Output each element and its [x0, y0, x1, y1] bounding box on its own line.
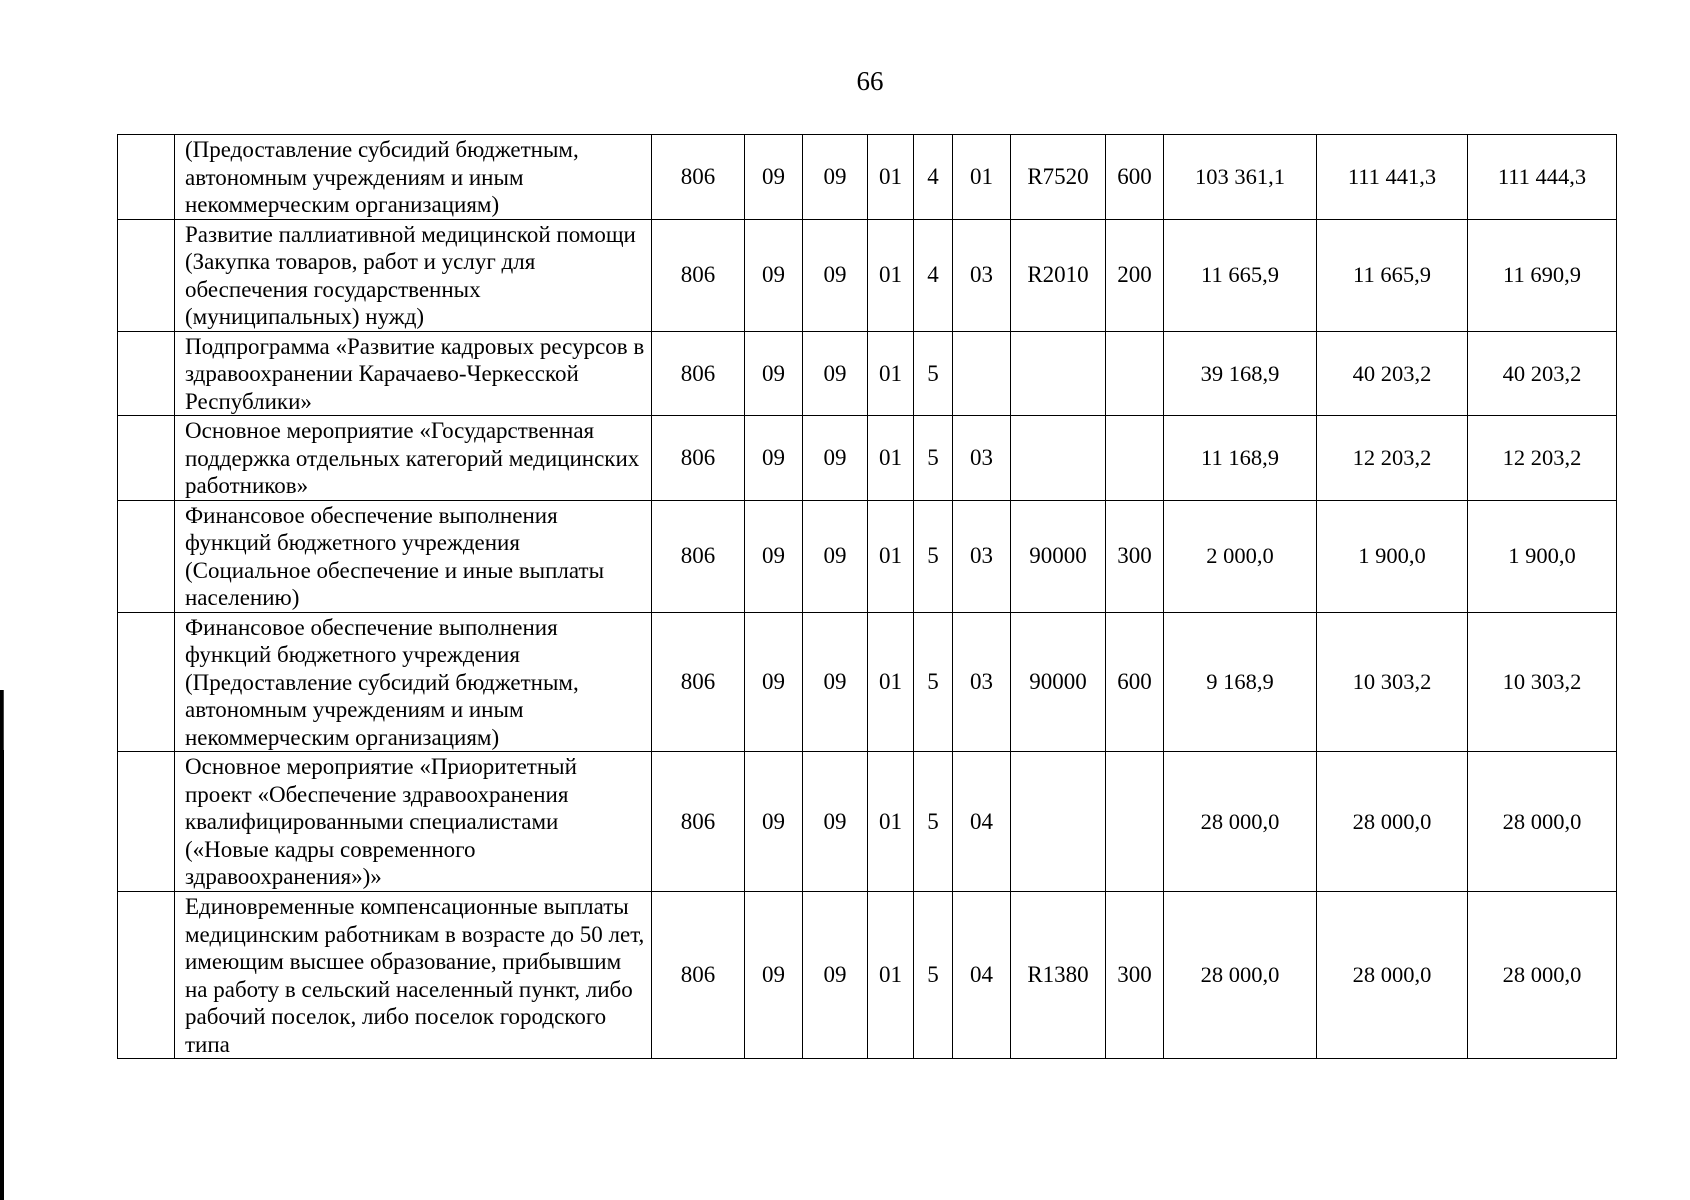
amount-year3-cell: 40 203,2 [1468, 331, 1617, 416]
program-code-cell: 01 [868, 752, 914, 892]
event-code-cell: 04 [953, 752, 1011, 892]
table-row [118, 219, 1617, 331]
event-code-cell: 03 [953, 416, 1011, 501]
item-name-cell: Основное мероприятие «Приоритетный проект «Обеспечение здравоохранения квалифицированными специалистами («Новые кадры современного здравоохранения»)» [175, 752, 652, 892]
subsection-code-cell: 09 [803, 892, 868, 1059]
amount-year1-cell: 11 168,9 [1164, 416, 1317, 501]
row-number-cell [118, 416, 175, 501]
amount-year1-cell: 28 000,0 [1164, 752, 1317, 892]
subsection-code-cell: 09 [803, 416, 868, 501]
direction-code-cell [1011, 331, 1106, 416]
event-code-cell [953, 331, 1011, 416]
amount-year1-cell: 28 000,0 [1164, 892, 1317, 1059]
section-code-cell: 09 [745, 892, 803, 1059]
budget-table [117, 134, 1617, 1059]
amount-year3-cell: 12 203,2 [1468, 416, 1617, 501]
section-code-cell: 09 [745, 135, 803, 220]
ministry-code-cell: 806 [652, 612, 745, 752]
expense-type-cell: 300 [1106, 892, 1164, 1059]
amount-year2-cell: 40 203,2 [1317, 331, 1468, 416]
expense-type-cell: 600 [1106, 135, 1164, 220]
table-row [118, 331, 1617, 416]
ministry-code-cell: 806 [652, 416, 745, 501]
item-name-cell: Финансовое обеспечение выполнения функций бюджетного учреждения (Социальное обеспечение и иные выплаты населению) [175, 500, 652, 612]
event-code-cell: 03 [953, 612, 1011, 752]
section-code-cell: 09 [745, 331, 803, 416]
subsection-code-cell: 09 [803, 219, 868, 331]
amount-year3-cell: 1 900,0 [1468, 500, 1617, 612]
ministry-code-cell: 806 [652, 892, 745, 1059]
amount-year3-cell: 28 000,0 [1468, 892, 1617, 1059]
row-number-cell [118, 612, 175, 752]
subsection-code-cell: 09 [803, 331, 868, 416]
subprogram-code-cell: 5 [914, 612, 953, 752]
item-name-cell: Подпрограмма «Развитие кадровых ресурсов в здравоохранении Карачаево-Черкесской Республики» [175, 331, 652, 416]
amount-year2-cell: 12 203,2 [1317, 416, 1468, 501]
program-code-cell: 01 [868, 331, 914, 416]
event-code-cell: 03 [953, 500, 1011, 612]
program-code-cell: 01 [868, 219, 914, 331]
subprogram-code-cell: 5 [914, 892, 953, 1059]
direction-code-cell: 90000 [1011, 500, 1106, 612]
item-name-cell: Единовременные компенсационные выплаты медицинским работникам в возрасте до 50 лет, имеющим высшее образование, прибывшим на работу в сельский населенный пункт, либо рабочий поселок, либо поселок городского типа [175, 892, 652, 1059]
direction-code-cell: R7520 [1011, 135, 1106, 220]
subsection-code-cell: 09 [803, 500, 868, 612]
item-name-cell: Основное мероприятие «Государственная поддержка отдельных категорий медицинских работников» [175, 416, 652, 501]
program-code-cell: 01 [868, 135, 914, 220]
section-code-cell: 09 [745, 219, 803, 331]
amount-year1-cell: 103 361,1 [1164, 135, 1317, 220]
table-row [118, 752, 1617, 892]
expense-type-cell: 600 [1106, 612, 1164, 752]
scan-edge-mark [0, 690, 4, 1200]
program-code-cell: 01 [868, 416, 914, 501]
row-number-cell [118, 500, 175, 612]
expense-type-cell [1106, 416, 1164, 501]
amount-year2-cell: 111 441,3 [1317, 135, 1468, 220]
section-code-cell: 09 [745, 416, 803, 501]
row-number-cell [118, 219, 175, 331]
row-number-cell [118, 752, 175, 892]
direction-code-cell [1011, 752, 1106, 892]
program-code-cell: 01 [868, 892, 914, 1059]
subsection-code-cell: 09 [803, 752, 868, 892]
table-row [118, 135, 1617, 220]
subprogram-code-cell: 4 [914, 135, 953, 220]
row-number-cell [118, 135, 175, 220]
amount-year3-cell: 11 690,9 [1468, 219, 1617, 331]
subsection-code-cell: 09 [803, 135, 868, 220]
amount-year2-cell: 1 900,0 [1317, 500, 1468, 612]
direction-code-cell: 90000 [1011, 612, 1106, 752]
amount-year3-cell: 28 000,0 [1468, 752, 1617, 892]
item-name-cell: Финансовое обеспечение выполнения функций бюджетного учреждения (Предоставление субсидий бюджетным, автономным учреждениям и иным некоммерческим организациям) [175, 612, 652, 752]
expense-type-cell: 300 [1106, 500, 1164, 612]
event-code-cell: 03 [953, 219, 1011, 331]
row-number-cell [118, 331, 175, 416]
section-code-cell: 09 [745, 612, 803, 752]
budget-table-body [118, 135, 1617, 1059]
item-name-cell: (Предоставление субсидий бюджетным, автономным учреждениям и иным некоммерческим организациям) [175, 135, 652, 220]
amount-year1-cell: 2 000,0 [1164, 500, 1317, 612]
ministry-code-cell: 806 [652, 219, 745, 331]
section-code-cell: 09 [745, 500, 803, 612]
amount-year3-cell: 10 303,2 [1468, 612, 1617, 752]
amount-year2-cell: 10 303,2 [1317, 612, 1468, 752]
ministry-code-cell: 806 [652, 331, 745, 416]
table-row [118, 612, 1617, 752]
amount-year1-cell: 9 168,9 [1164, 612, 1317, 752]
subsection-code-cell: 09 [803, 612, 868, 752]
row-number-cell [118, 892, 175, 1059]
subprogram-code-cell: 4 [914, 219, 953, 331]
amount-year1-cell: 39 168,9 [1164, 331, 1317, 416]
scan-edge-line [3, 690, 4, 750]
amount-year3-cell: 111 444,3 [1468, 135, 1617, 220]
table-row [118, 416, 1617, 501]
direction-code-cell [1011, 416, 1106, 501]
expense-type-cell: 200 [1106, 219, 1164, 331]
amount-year2-cell: 28 000,0 [1317, 752, 1468, 892]
ministry-code-cell: 806 [652, 752, 745, 892]
event-code-cell: 01 [953, 135, 1011, 220]
expense-type-cell [1106, 752, 1164, 892]
section-code-cell: 09 [745, 752, 803, 892]
amount-year2-cell: 28 000,0 [1317, 892, 1468, 1059]
subprogram-code-cell: 5 [914, 331, 953, 416]
ministry-code-cell: 806 [652, 500, 745, 612]
subprogram-code-cell: 5 [914, 416, 953, 501]
table-row [118, 892, 1617, 1059]
direction-code-cell: R2010 [1011, 219, 1106, 331]
table-row [118, 500, 1617, 612]
program-code-cell: 01 [868, 612, 914, 752]
subprogram-code-cell: 5 [914, 752, 953, 892]
program-code-cell: 01 [868, 500, 914, 612]
expense-type-cell [1106, 331, 1164, 416]
ministry-code-cell: 806 [652, 135, 745, 220]
item-name-cell: Развитие паллиативной медицинской помощи (Закупка товаров, работ и услуг для обеспечения государственных (муниципальных) нужд) [175, 219, 652, 331]
subprogram-code-cell: 5 [914, 500, 953, 612]
direction-code-cell: R1380 [1011, 892, 1106, 1059]
amount-year2-cell: 11 665,9 [1317, 219, 1468, 331]
page-number: 66 [856, 66, 884, 96]
amount-year1-cell: 11 665,9 [1164, 219, 1317, 331]
event-code-cell: 04 [953, 892, 1011, 1059]
